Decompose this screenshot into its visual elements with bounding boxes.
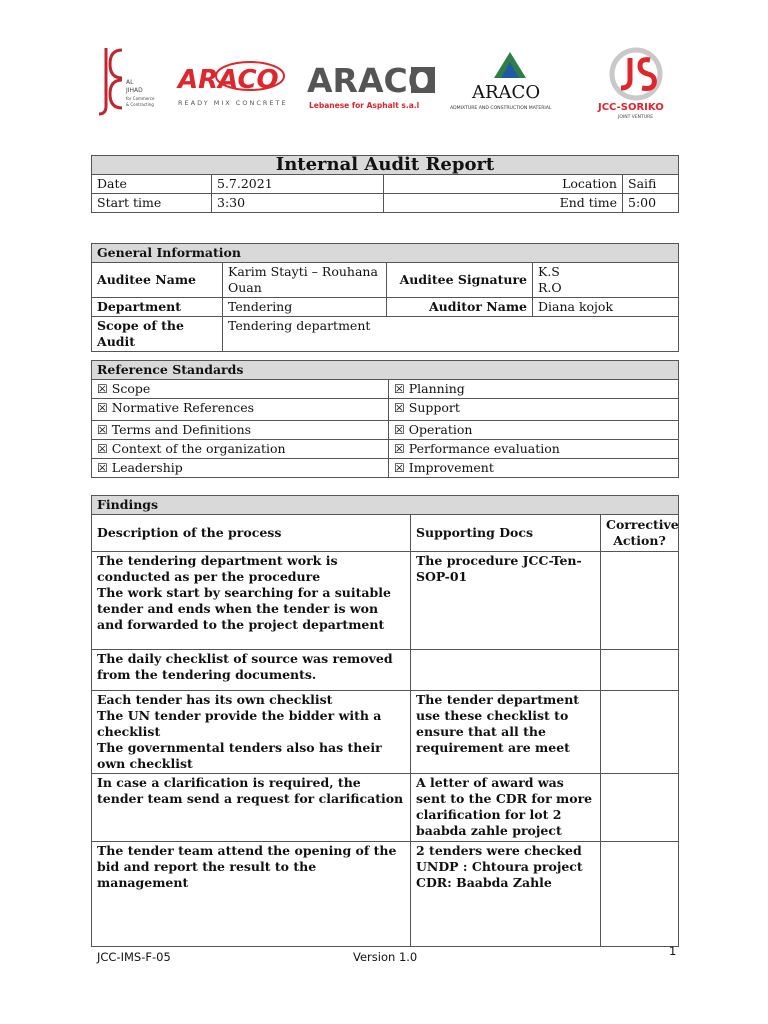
location-value: Saifi (623, 175, 679, 194)
araco-ready-name: ARACO (178, 65, 279, 95)
araco-admixture-tagline: ADMIXTURE AND CONSTRUCTION MATERIAL (450, 106, 552, 111)
auditee-signature-label: Auditee Signature (387, 263, 533, 298)
auditor-name-value: Diana kojok (533, 298, 679, 317)
standard-item: ☒ Leadership (92, 459, 389, 478)
general-information-header: General Information (92, 244, 679, 263)
col-description-header: Description of the process (92, 515, 411, 552)
araco-admixture-logo (448, 50, 572, 114)
finding-supporting-docs: 2 tenders were checked UNDP : Chtoura project CDR: Baabda Zahle (411, 842, 601, 947)
department-value: Tendering (223, 298, 387, 317)
reference-standards-table (91, 360, 679, 478)
footer-page-number: 1 (669, 944, 677, 958)
finding-corrective-action[interactable] (601, 774, 679, 842)
checked-box-icon[interactable]: ☒ (97, 382, 108, 396)
finding-description: The daily checklist of source was removed from the tendering documents. (92, 650, 411, 691)
checked-box-icon[interactable]: ☒ (394, 442, 405, 456)
date-value: 5.7.2021 (212, 175, 384, 194)
auditor-name-label: Auditor Name (387, 298, 533, 317)
standard-item: ☒ Support (389, 399, 679, 421)
jcc-logo-line: JIHAD (126, 87, 143, 94)
table-row (92, 774, 679, 842)
footer-form-code: JCC-IMS-F-05 (97, 950, 171, 964)
standard-item: ☒ Scope (92, 380, 389, 399)
general-information-table (91, 243, 679, 352)
standard-item: ☒ Terms and Definitions (92, 421, 389, 440)
finding-description: The tender team attend the opening of the bid and report the result to the management (92, 842, 411, 947)
logo-strip (0, 0, 768, 140)
finding-corrective-action[interactable] (601, 842, 679, 947)
reference-standards-header: Reference Standards (92, 361, 679, 380)
start-time-label: Start time (92, 194, 212, 213)
table-row (92, 552, 679, 650)
auditee-signature-value (533, 263, 679, 298)
department-label: Department (92, 298, 223, 317)
araco-ready-mix-logo (176, 58, 290, 110)
araco-asphalt-name: ARACO (307, 61, 436, 100)
araco-ready-tagline: READY MIX CONCRETE (178, 99, 288, 107)
checked-box-icon[interactable]: ☒ (97, 461, 108, 475)
finding-description: In case a clarification is required, the tender team send a request for clarification (92, 774, 411, 842)
checked-box-icon[interactable]: ☒ (97, 401, 108, 415)
findings-header: Findings (92, 496, 679, 515)
finding-description: The tendering department work is conducted as per the procedure The work start by searching for a suitable tender and ends when the tender is won and forwarded to the project department (92, 552, 411, 650)
araco-asphalt-logo (305, 60, 437, 112)
scope-label: Scope of the Audit (92, 317, 223, 352)
scope-value: Tendering department (223, 317, 679, 352)
standard-item: ☒ Operation (389, 421, 679, 440)
date-label: Date (92, 175, 212, 194)
report-header-table (91, 155, 679, 213)
end-time-value: 5:00 (623, 194, 679, 213)
finding-corrective-action[interactable] (601, 650, 679, 691)
checked-box-icon[interactable]: ☒ (394, 461, 405, 475)
auditee-name-value: Karim Stayti – Rouhana Ouan (223, 263, 387, 298)
checked-box-icon[interactable]: ☒ (97, 423, 108, 437)
araco-admixture-name: ARACO (472, 82, 541, 103)
standard-item: ☒ Improvement (389, 459, 679, 478)
end-time-label: End time (384, 194, 623, 213)
table-row (92, 691, 679, 774)
report-title: Internal Audit Report (92, 156, 679, 175)
jcc-logo-line: AL (126, 79, 134, 86)
standard-item: ☒ Planning (389, 380, 679, 399)
table-row (92, 650, 679, 691)
auditee-signature-line: K.S (538, 264, 560, 279)
finding-supporting-docs: The procedure JCC-Ten-SOP-01 (411, 552, 601, 650)
table-row (92, 842, 679, 947)
finding-supporting-docs: The tender department use these checklist to ensure that all the requirement are meet (411, 691, 601, 774)
jcc-logo-line: & Contracting (126, 102, 154, 107)
jcc-soriko-tagline: JOINT VENTURE (618, 115, 654, 120)
finding-supporting-docs: A letter of award was sent to the CDR for more clarification for lot 2 baabda zahle project (411, 774, 601, 842)
finding-corrective-action[interactable] (601, 552, 679, 650)
auditee-signature-line: R.O (538, 280, 562, 295)
finding-supporting-docs (411, 650, 601, 691)
checked-box-icon[interactable]: ☒ (97, 442, 108, 456)
jcc-soriko-name: JCC-SORIKO (598, 102, 664, 113)
checked-box-icon[interactable]: ☒ (394, 423, 405, 437)
jcc-logo-line: for Commerce (126, 96, 155, 101)
araco-asphalt-tagline: Lebanese for Asphalt s.a.l (309, 101, 420, 110)
findings-table (91, 495, 679, 947)
finding-description: Each tender has its own checklist The UN tender provide the bidder with a checklist The governmental tenders also has their own checklist (92, 691, 411, 774)
standard-item: ☒ Context of the organization (92, 440, 389, 459)
footer-version: Version 1.0 (353, 950, 418, 964)
checked-box-icon[interactable]: ☒ (394, 382, 405, 396)
col-supporting-docs-header: Supporting Docs (411, 515, 601, 552)
jcc-al-jihad-logo (96, 44, 155, 120)
standard-item: ☒ Performance evaluation (389, 440, 679, 459)
jcc-soriko-logo (596, 44, 676, 120)
col-corrective-action-header: Corrective Action? (601, 515, 679, 552)
auditee-name-label: Auditee Name (92, 263, 223, 298)
finding-corrective-action[interactable] (601, 691, 679, 774)
start-time-value: 3:30 (212, 194, 384, 213)
checked-box-icon[interactable]: ☒ (394, 401, 405, 415)
standard-item: ☒ Normative References (92, 399, 389, 421)
location-label: Location (384, 175, 623, 194)
